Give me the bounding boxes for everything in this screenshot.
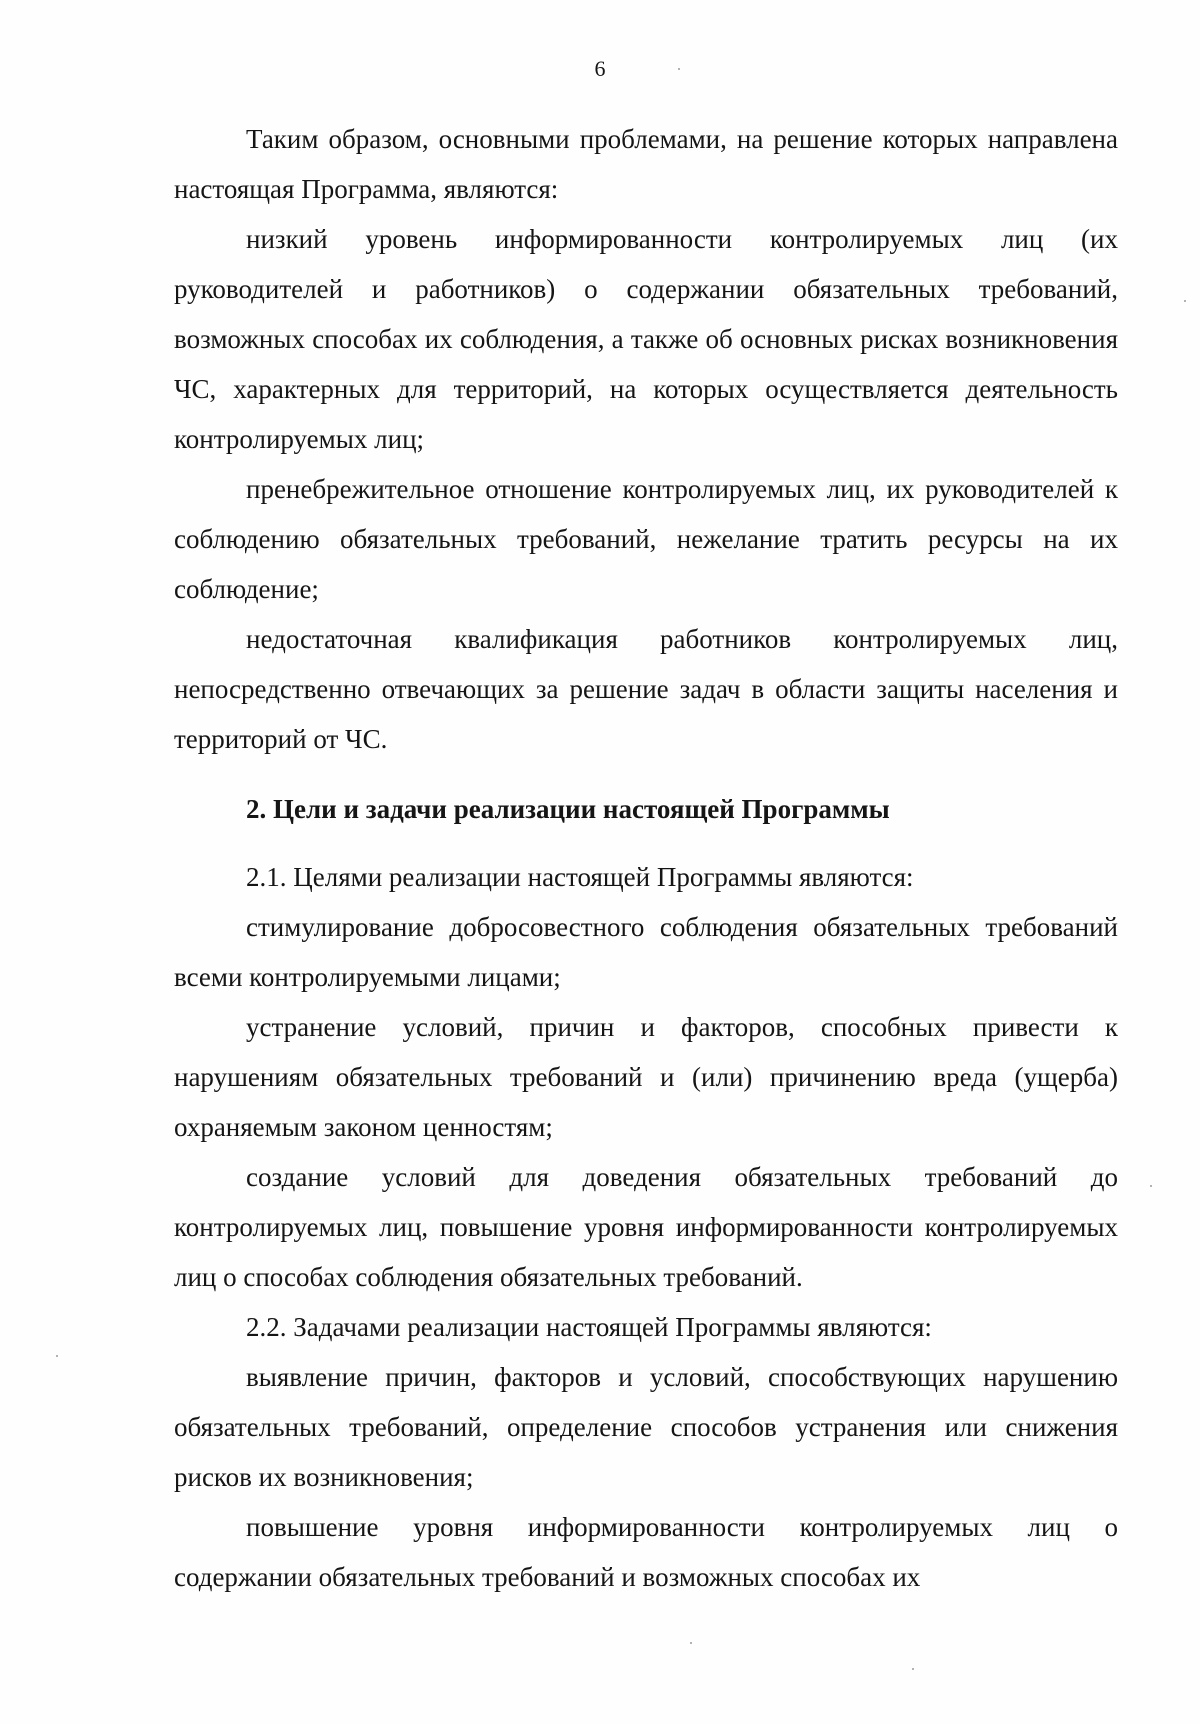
paragraph: 2.1. Целями реализации настоящей Программы являются:: [246, 862, 914, 892]
paragraph: повышение уровня информированности контролируемых лиц о содержании обязательных требований и возможных способах их: [174, 1512, 1118, 1592]
paragraph: создание условий для доведения обязательных требований до контролируемых лиц, повышение уровня информированности контролируемых лиц о способах соблюдения обязательных требований.: [174, 1162, 1118, 1292]
paragraph: стимулирование добросовестного соблюдения обязательных требований всеми контролируемыми лицами;: [174, 912, 1118, 992]
section-heading: 2. Цели и задачи реализации настоящей Программы: [246, 794, 890, 824]
paragraph: 2.2. Задачами реализации настоящей Программы являются:: [246, 1312, 932, 1342]
paragraph: низкий уровень информированности контролируемых лиц (их руководителей и работников) о содержании обязательных требований, возможных способах их соблюдения, а также об основных рисках возникновения ЧС, характерных для территорий, на которых осуществляется деятельность контролируемых лиц;: [174, 224, 1118, 454]
paragraph: устранение условий, причин и факторов, способных привести к нарушениям обязательных требований и (или) причинению вреда (ущерба) охраняемым законом ценностям;: [174, 1012, 1118, 1142]
paragraph: выявление причин, факторов и условий, способствующих нарушению обязательных требований, определение способов устранения или снижения рисков их возникновения;: [174, 1362, 1118, 1492]
paragraph: Таким образом, основными проблемами, на решение которых направлена настоящая Программа, являются:: [174, 124, 1118, 204]
document-body: [174, 114, 1118, 1602]
paragraph: пренебрежительное отношение контролируемых лиц, их руководителей к соблюдению обязательных требований, нежелание тратить ресурсы на их соблюдение;: [174, 474, 1118, 604]
page-number: 6: [594, 56, 606, 81]
paragraph: недостаточная квалификация работников контролируемых лиц, непосредственно отвечающих за решение задач в области защиты населения и территорий от ЧС.: [174, 624, 1118, 754]
